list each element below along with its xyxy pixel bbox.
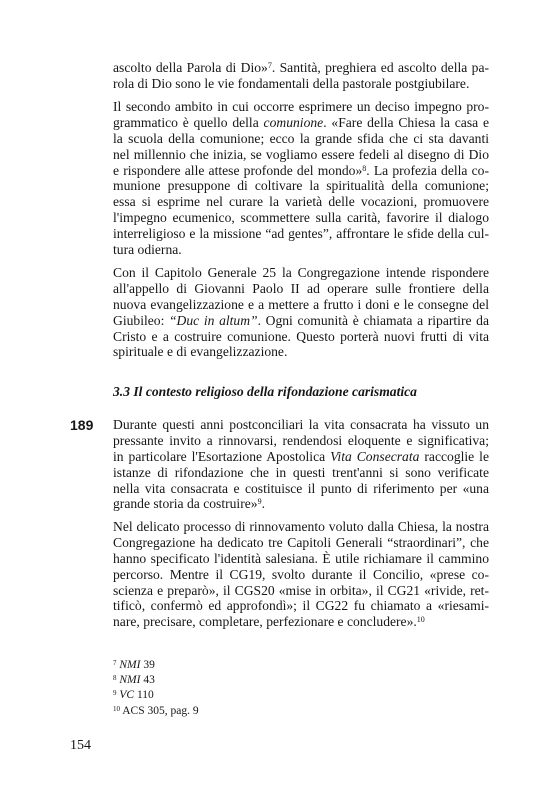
footnote-ref: 9 — [257, 497, 262, 507]
text-line: percorso. Mentre il CG19, svolto durante il Concilio, «prese co- — [113, 566, 489, 582]
footnotes — [113, 658, 413, 719]
text-line: nel millennio che inizia, se vogliamo essere fedeli al disegno di Dio — [113, 146, 489, 162]
text-line: interreligioso e la missione “ad gentes”, affrontare le sfide della cul- — [113, 226, 489, 242]
text-line: nare, precisare, completare, perfezionare e concludere».$^{10}$ — [113, 614, 425, 630]
text-line: l'impegno ecumenico, scommettere sulla carità, favorire il dialogo — [113, 210, 489, 226]
text-line: Nel delicato processo di rinnovamento voluto dalla Chiesa, la nostra — [113, 519, 489, 534]
text-line: tura odierna. — [113, 242, 182, 258]
text-line: Congregazione ha dedicato tre Capitoli Generali “straordinari”, che — [113, 534, 489, 550]
text-line: Il secondo ambito in cui occorre esprimere un deciso impegno pro- — [113, 99, 489, 114]
text-line: pressante invito a rinnovarsi, rendendosi eloquente e significativa; — [113, 432, 489, 448]
footnote-ref: 8 — [362, 163, 367, 173]
paragraph-1 — [113, 60, 489, 92]
text-line: essa si esprime nel curare la varietà delle vocazioni, promuovere — [113, 194, 489, 210]
text-line: Cristo e a costruire comunione. Questo porterà nuovi frutti di vita — [113, 328, 489, 344]
text-line: istanze di rifondazione che in questi trent'anni si sono verificate — [113, 464, 489, 480]
section-heading: 3.3 Il contesto religioso della rifondazione carismatica — [113, 384, 417, 399]
text-line: grammatico è quello della comunione. «Fare della Chiesa la casa e — [113, 114, 489, 130]
text-line: Durante questi anni postconciliari la vita consacrata ha vissuto un — [113, 417, 489, 432]
footnote-ref: 10 — [416, 615, 425, 625]
paragraph-2 — [113, 99, 489, 258]
text-line: nuova evangelizzazione e a mettere a frutto i doni e le consegne del — [113, 296, 489, 312]
footnote: $^9$ VC 110 — [113, 689, 154, 702]
paragraph-5 — [113, 519, 489, 630]
text-line: rola di Dio sono le vie fondamentali della pastorale postgiubilare. — [113, 75, 470, 91]
text-line: tificò, confermò ed approfondì»; il CG22 fu chiamato a «riesami- — [113, 598, 489, 614]
paragraph-3 — [113, 265, 489, 360]
text-line: hanno specificato l'identità salesiana. È utile richiamare il cammino — [113, 550, 489, 566]
text-line: spirituale e di evangelizzazione. — [113, 344, 288, 360]
text-line: Giubileo: “Duc in altum”. Ogni comunità è chiamata a ripartire da — [113, 312, 489, 328]
text-line: munione presuppone di coltivare la spiritualità della comunione; — [113, 178, 489, 194]
text-line: in particolare l'Esortazione Apostolica Vita Consecrata raccoglie le — [113, 448, 489, 464]
text-line: ascolto della Parola di Dio»$^7$. Santità, preghiera ed ascolto della pa- — [113, 60, 489, 75]
footnote: $^8$ NMI 43 — [113, 674, 155, 687]
text-line: grande storia da costruire»$^9$. — [113, 496, 265, 512]
text-line: e rispondere alle attese profonde del mondo»$^8$. La profezia della co- — [113, 162, 489, 178]
text-line: scienza e preparò», il CGS20 «mise in orbita», il CG21 «rivide, ret- — [113, 582, 489, 598]
text-line: nella vita consacrata e costituisce il punto di riferimento per «una — [113, 480, 489, 496]
page-number: 154 — [70, 738, 91, 753]
footnote: $^{10}$ ACS 305, pag. 9 — [113, 704, 199, 717]
text-line: Con il Capitolo Generale 25 la Congregazione intende rispondere — [113, 265, 489, 280]
footnote-ref: 7 — [267, 61, 272, 70]
paragraph-4 — [113, 417, 489, 512]
footnote: $^7$ NMI 39 — [113, 659, 155, 671]
margin-paragraph-number: 189 — [70, 417, 94, 433]
text-line: all'appello di Giovanni Paolo II ad operare sulle frontiere della — [113, 280, 489, 296]
text-line: la scuola della comunione; ecco la grande sfida che ci sta davanti — [113, 130, 489, 146]
